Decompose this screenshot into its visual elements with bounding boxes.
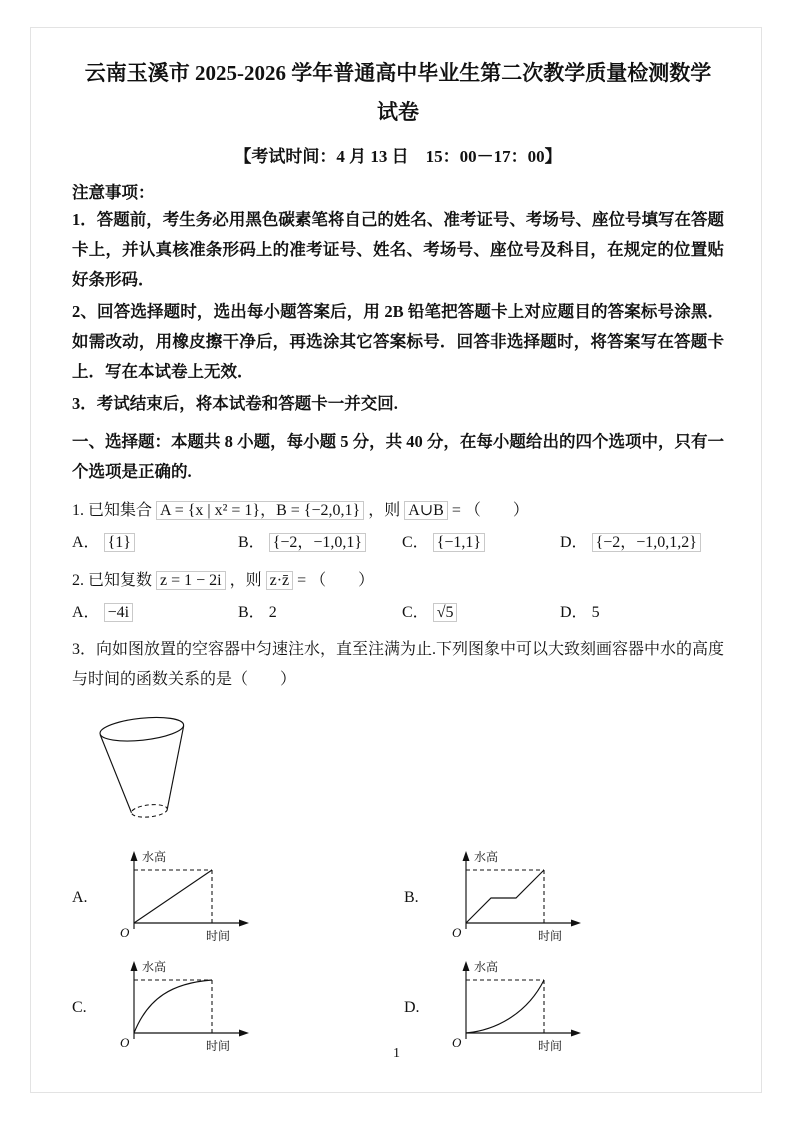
q3-option-c-label: C.: [72, 998, 87, 1016]
y-axis-label: 水高: [142, 959, 167, 974]
q1-option-b-letter: B．: [238, 534, 265, 552]
q3-graph-cell-b: [404, 848, 724, 948]
q2-option-a: [72, 599, 238, 626]
q1-option-c-value: {−1,1}: [433, 533, 485, 552]
q2-option-c: [402, 599, 560, 626]
page-content: [72, 54, 724, 1058]
y-axis-label: 水高: [142, 849, 167, 864]
page-number: 1: [393, 1046, 400, 1061]
x-axis-label: 时间: [538, 928, 563, 943]
title-line-1: 云南玉溪市 2025-2026 学年普通高中毕业生第二次教学质量检测数学: [84, 61, 712, 85]
y-axis-arrow-icon: [463, 851, 470, 861]
x-axis-arrow-icon: [571, 1029, 581, 1036]
x-axis-arrow-icon: [239, 1029, 249, 1036]
y-axis-arrow-icon: [131, 851, 138, 861]
q2-formula-product: z·z̄: [266, 571, 294, 590]
q1-option-c: [402, 529, 560, 556]
question-3-stem: 3．向如图放置的空容器中匀速注水，直至注满为止.下列图象中可以大致刻画容器中水的高度与时间的函数关系的是（ ）: [72, 641, 725, 688]
origin-label: O: [120, 924, 130, 940]
container-left-side: [100, 732, 131, 815]
q3-option-a-label: A.: [72, 888, 88, 906]
q1-mid: ，则: [368, 501, 401, 519]
question-2-options: [72, 599, 724, 626]
container-right-side: [159, 725, 192, 808]
q3-graph-c: [104, 958, 264, 1058]
curve-step: [466, 870, 544, 923]
q3-graph-a: [104, 848, 264, 948]
notice-item-3: 3．考试结束后，将本试卷和答题卡一并交回.: [72, 393, 398, 413]
question-1-options: [72, 529, 724, 556]
origin-label: O: [452, 1034, 462, 1050]
q2-option-b-value: 2: [268, 604, 277, 622]
title-line-2: 试卷: [377, 99, 419, 124]
q3-graph-cell-c: [72, 958, 404, 1058]
q1-option-d: [560, 529, 724, 556]
q1-option-d-letter: D．: [560, 534, 588, 552]
origin-label: O: [120, 1034, 130, 1050]
exam-time: 【考试时间：4 月 13 日 15：00－17：00】: [234, 146, 562, 166]
q1-option-c-letter: C．: [402, 534, 429, 552]
page-title: [72, 54, 724, 132]
container-figure: [74, 709, 224, 833]
q1-option-b: [238, 529, 402, 556]
origin-label: O: [452, 924, 462, 940]
q3-option-d-label: D.: [404, 998, 420, 1016]
section-1-heading: 一、选择题：本题共 8 小题，每小题 5 分，共 40 分，在每小题给出的四个选项中，只有一个选项是正确的.: [72, 431, 724, 481]
q3-container-figure-wrap: [74, 709, 724, 838]
q2-mid: ，则: [229, 571, 262, 589]
q3-graph-grid: [72, 848, 724, 1058]
curve-linear: [134, 870, 212, 923]
q2-option-d: [560, 599, 724, 626]
q1-formula-sets: A = {x | x² = 1}，B = {−2,0,1}: [156, 501, 364, 520]
curve-concave: [134, 980, 212, 1033]
q2-option-c-value: √5: [433, 603, 458, 622]
y-axis-label: 水高: [474, 849, 499, 864]
q2-option-a-letter: A．: [72, 604, 100, 622]
y-axis-arrow-icon: [463, 961, 470, 971]
q3-graph-b: [436, 848, 596, 948]
q1-option-a-letter: A．: [72, 534, 100, 552]
container-bottom-rim: [131, 803, 168, 819]
q3-graph-d: [436, 958, 596, 1058]
question-2-stem: [72, 566, 724, 596]
q1-answer-blank: = （ ）: [451, 501, 529, 519]
q2-option-a-value: −4i: [104, 603, 133, 622]
notice-heading: 注意事项：: [72, 182, 155, 202]
y-axis-label: 水高: [474, 959, 499, 974]
curve-convex: [466, 980, 544, 1033]
q2-answer-blank: = （ ）: [297, 571, 375, 589]
notice-item-1: 1．答题前，考生务必用黑色碳素笔将自己的姓名、准考证号、考场号、座位号填写在答题卡上，并认真核准条形码上的准考证号、姓名、考场号、座位号及科目，在规定的位置贴好条形码．: [72, 209, 724, 289]
q3-graph-cell-d: [404, 958, 724, 1058]
container-top-rim: [99, 713, 185, 744]
question-1-stem: [72, 496, 724, 526]
q1-formula-union: A∪B: [404, 501, 448, 520]
notice-item-2: 2、回答选择题时，选出每小题答案后，用 2B 铅笔把答题卡上对应题目的答案标号涂黑．如需改动，用橡皮擦干净后，再选涂其它答案标号．回答非选择题时，将答案写在答题卡上．写在本试卷上无效．: [72, 301, 724, 381]
x-axis-label: 时间: [206, 928, 231, 943]
q3-option-b-label: B.: [404, 888, 419, 906]
x-axis-label: 时间: [206, 1038, 231, 1053]
q2-option-b: [238, 599, 402, 626]
q1-option-b-value: {−2，−1,0,1}: [269, 533, 366, 552]
q1-option-a: [72, 529, 238, 556]
q3-graph-cell-a: [72, 848, 404, 948]
q2-option-d-letter: D．: [560, 604, 588, 622]
q2-formula-z: z = 1 − 2i: [156, 571, 226, 590]
q2-prefix: 2. 已知复数: [72, 571, 153, 589]
x-axis-arrow-icon: [571, 919, 581, 926]
q2-option-d-value: 5: [591, 604, 600, 622]
q1-prefix: 1. 已知集合: [72, 501, 153, 519]
q2-option-b-letter: B．: [238, 604, 265, 622]
q2-option-c-letter: C．: [402, 604, 429, 622]
x-axis-label: 时间: [538, 1038, 563, 1053]
x-axis-arrow-icon: [239, 919, 249, 926]
y-axis-arrow-icon: [131, 961, 138, 971]
q1-option-d-value: {−2，−1,0,1,2}: [592, 533, 701, 552]
q1-option-a-value: {1}: [104, 533, 135, 552]
